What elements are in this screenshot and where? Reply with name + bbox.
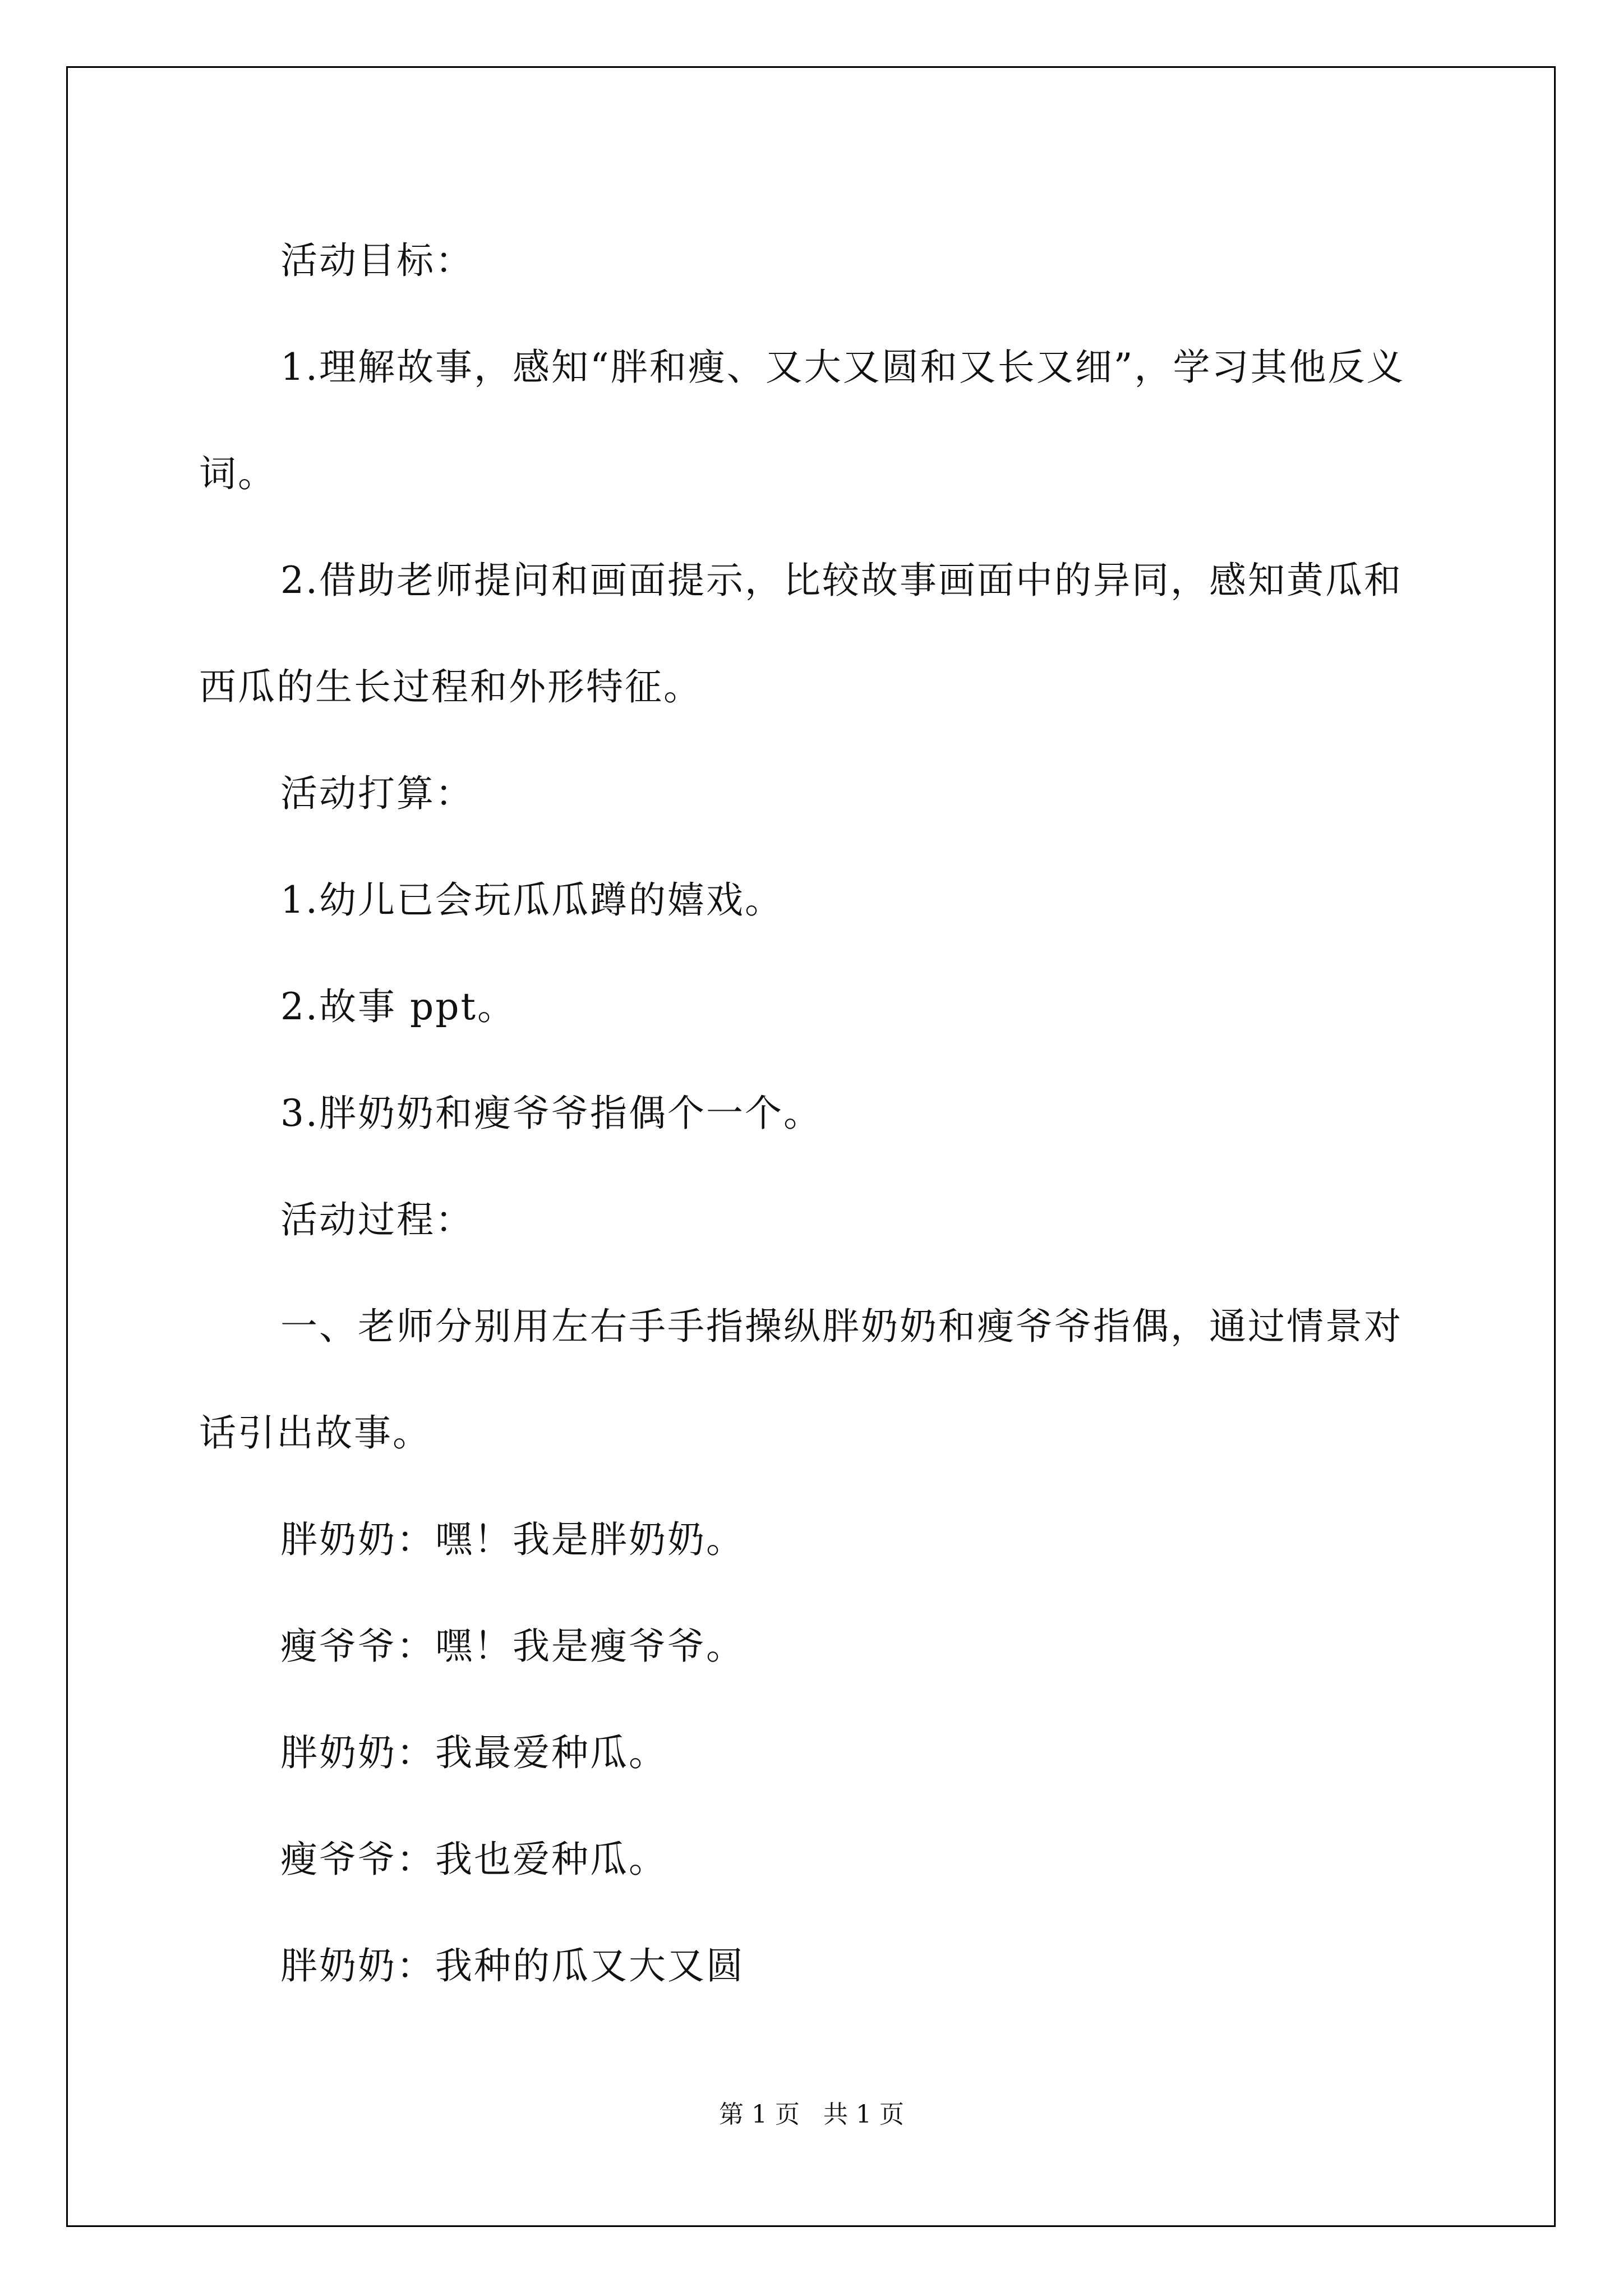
paragraph: 3.胖奶奶和瘦爷爷指偶个一个。 bbox=[280, 1092, 822, 1135]
paragraph: 2.借助老师提问和画面提示，比较故事画面中的异同，感知黄瓜和西瓜的生长过程和外形特征。 bbox=[199, 559, 1403, 708]
dialogue-line: 胖奶奶：我最爱种瓜。 bbox=[280, 1731, 667, 1774]
paragraph: 一、老师分别用左右手手指操纵胖奶奶和瘦爷爷指偶，通过情景对话引出故事。 bbox=[199, 1305, 1403, 1455]
section-heading-preparation: 活动打算： bbox=[280, 772, 474, 815]
page-footer bbox=[0, 2098, 1623, 2132]
dialogue-line: 胖奶奶：嘿！我是胖奶奶。 bbox=[280, 1518, 745, 1561]
paragraph: 2.故事 ppt。 bbox=[280, 985, 516, 1028]
paragraph: 1.理解故事，感知“胖和瘦、又大又圆和又长又细”，学习其他反义词。 bbox=[199, 346, 1405, 495]
document-body bbox=[199, 208, 1427, 2019]
dialogue-line: 胖奶奶：我种的瓜又大又圆 bbox=[280, 1944, 745, 1987]
dialogue-line: 瘦爷爷：我也爱种瓜。 bbox=[280, 1838, 667, 1881]
section-heading-goals: 活动目标： bbox=[280, 239, 474, 282]
section-heading-process: 活动过程： bbox=[280, 1198, 474, 1241]
dialogue-line: 瘦爷爷：嘿！我是瘦爷爷。 bbox=[280, 1625, 745, 1668]
page-number: 第 1 页 bbox=[719, 2100, 800, 2129]
page-total: 共 1 页 bbox=[823, 2100, 904, 2129]
paragraph: 1.幼儿已会玩瓜瓜蹲的嬉戏。 bbox=[280, 878, 783, 922]
